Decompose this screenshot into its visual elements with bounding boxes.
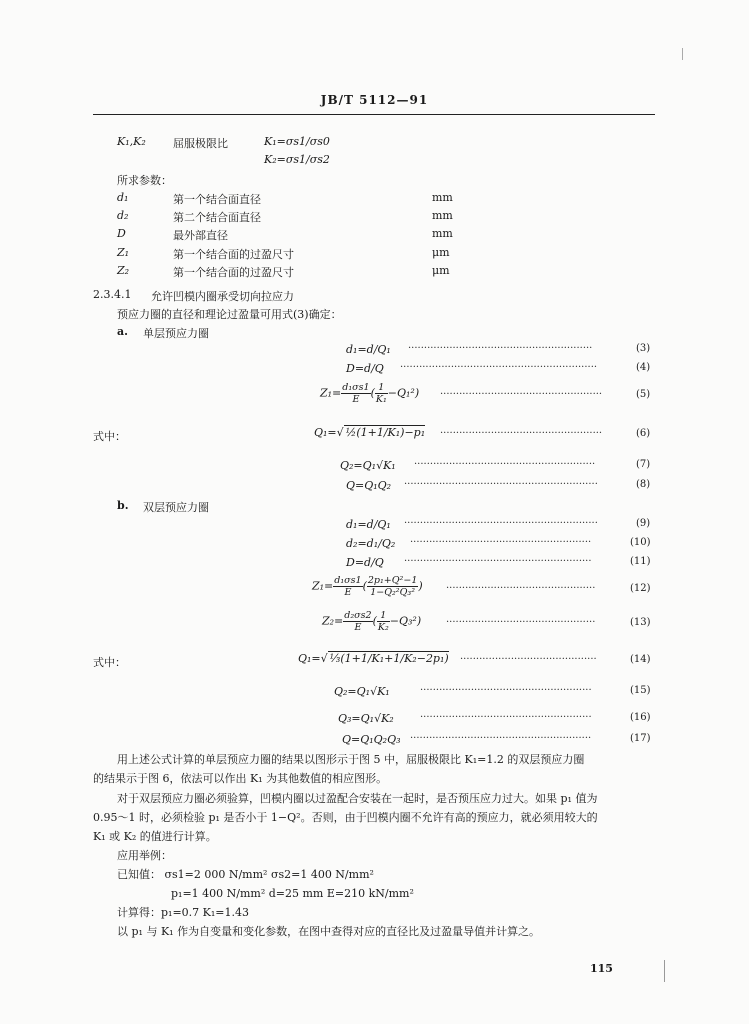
frac-numerator: d₂σs2 <box>344 610 372 621</box>
leader-dots: ························································· <box>414 459 596 470</box>
frac-numerator: d₁σs1 <box>342 382 370 393</box>
equation-z1-double <box>312 575 423 598</box>
leader-dots: ························································· <box>410 733 592 744</box>
eq-paren: ( <box>370 386 375 400</box>
leader-dots: ··········································· <box>460 654 597 665</box>
leader-dots: ··············································· <box>446 617 596 628</box>
equation-number: (5) <box>636 389 651 400</box>
equation: Q=Q₁Q₂Q₃ <box>342 733 401 746</box>
equation: Q₃=Q₁√K₂ <box>338 712 394 725</box>
header-rule <box>93 114 655 115</box>
equation: Q₂=Q₁√K₁ <box>334 685 390 698</box>
eq-lhs: Q₁= <box>298 652 321 665</box>
frac-numerator: 1 <box>375 382 388 394</box>
equation-number: (8) <box>636 479 651 490</box>
equation: Q=Q₁Q₂ <box>346 479 392 492</box>
ratio-formula-1: K₁=σs1/σs0 <box>264 135 330 148</box>
leader-dots: ··························································· <box>404 556 592 567</box>
eq-lhs: Z₁= <box>320 386 342 400</box>
frac-denominator: K₂ <box>377 622 389 633</box>
body-text: 以 p₁ 与 K₁ 作为自变量和变化参数，在图中查得对应的直径比及过盈量导值并计算之。 <box>117 925 541 938</box>
item-b-title: 双层预应力圈 <box>143 501 209 514</box>
page-number: 115 <box>590 962 613 975</box>
equation-number: (15) <box>630 685 651 696</box>
equation-number: (13) <box>630 617 651 628</box>
example-known: 已知值： σs1=2 000 N/mm² σs2=1 400 N/mm² <box>117 868 374 881</box>
leader-dots: ··············································· <box>446 583 596 594</box>
eq-lhs: Q₁= <box>314 426 337 439</box>
body-text: 0.95～1 时，必须检验 p₁ 是否小于 1−Q²。否则，由于凹模内圈不允许有高的预应力，就必须用较大的 <box>93 811 598 824</box>
leader-dots: ··················································· <box>440 428 603 439</box>
section-intro: 预应力圈的直径和理论过盈量可用式(3)确定： <box>117 308 342 321</box>
equation-q1-double: Q₁=√ ⅓(1+1/K₁+1/K₂−2p₁) <box>298 652 449 665</box>
equation-number: (12) <box>630 583 651 594</box>
body-text: K₁ 或 K₂ 的值进行计算。 <box>93 830 217 843</box>
item-a-title: 单层预应力圈 <box>143 327 209 340</box>
param-symbol: D <box>117 227 126 240</box>
equation-number: (16) <box>630 712 651 723</box>
eq-lhs: Z₂= <box>322 614 344 628</box>
param-unit: mm <box>432 227 453 240</box>
margin-mark <box>682 48 683 60</box>
where-label-2: 式中： <box>93 656 126 669</box>
margin-line <box>664 960 665 982</box>
leader-dots: ····························································· <box>404 479 598 490</box>
eq-fraction <box>341 382 370 405</box>
body-text: 对于双层预应力圈必须验算，凹模内圈以过盈配合安装在一起时，是否预压应力过大。如果 p₁ 值为 <box>117 792 598 805</box>
frac-numerator: d₁σs1 <box>334 575 362 586</box>
equation-number: (9) <box>636 518 651 529</box>
eq-fraction <box>343 610 372 633</box>
body-text: 的结果示于图 6，依法可以作出 K₁ 为其他数值的相应图形。 <box>93 772 388 785</box>
leader-dots: ························································· <box>410 537 592 548</box>
eq-paren: ( <box>362 579 367 593</box>
eq-fraction <box>375 382 388 405</box>
equation-number: (4) <box>636 362 651 373</box>
equation: D=d/Q <box>346 556 384 569</box>
eq-fraction <box>333 575 362 598</box>
equation-number: (14) <box>630 654 651 665</box>
frac-denominator: K₁ <box>375 394 387 405</box>
equation-z1 <box>320 382 419 405</box>
page-header: JB/T 5112—91 <box>320 93 429 107</box>
frac-denominator: E <box>354 622 362 633</box>
equation: D=d/Q <box>346 362 384 375</box>
param-desc: 第二个结合面直径 <box>173 211 261 224</box>
leader-dots: ·························································· <box>408 343 593 354</box>
param-symbol: d₂ <box>117 209 129 222</box>
equation-number: (3) <box>636 343 651 354</box>
equation-number: (11) <box>630 556 651 567</box>
leader-dots: ······················································ <box>420 685 592 696</box>
param-desc: 第一个结合面的过盈尺寸 <box>173 248 294 261</box>
param-symbol: d₁ <box>117 191 129 204</box>
eq-lhs: Z₁= <box>312 579 334 593</box>
param-unit: mm <box>432 191 453 204</box>
ratio-label: 屈服极限比 <box>173 137 228 150</box>
frac-numerator: 2p₁+Q²−1 <box>367 575 418 586</box>
equation-z2-double <box>322 610 421 633</box>
param-unit: mm <box>432 209 453 222</box>
param-symbol: Z₁ <box>117 246 130 259</box>
example-result: 计算得：p₁=0.7 K₁=1.43 <box>117 906 249 919</box>
params-title: 所求参数： <box>117 174 172 187</box>
param-unit: μm <box>432 264 450 277</box>
leader-dots: ··················································· <box>440 389 603 400</box>
equation: d₂=d₁/Q₂ <box>346 537 396 550</box>
frac-denominator: 1−Q₂²Q₃² <box>370 587 416 598</box>
body-text: 用上述公式计算的单层预应力圈的结果以图形示于图 5 中，屈服极限比 K₁=1.2 的双层预应力圈 <box>117 753 585 766</box>
eq-paren: ( <box>372 614 377 628</box>
frac-numerator: 1 <box>377 610 390 622</box>
example-known-2: p₁=1 400 N/mm² d=25 mm E=210 kN/mm² <box>171 887 414 900</box>
equation-number: (10) <box>630 537 651 548</box>
ratio-symbol: K₁,K₂ <box>117 135 146 148</box>
equation-q1: Q₁=√ ½(1+1/K₁)−p₁ <box>314 426 426 439</box>
example-title: 应用举例： <box>117 849 172 862</box>
param-desc: 最外部直径 <box>173 229 228 242</box>
ratio-formula-2: K₂=σs1/σs2 <box>264 153 330 166</box>
where-label: 式中： <box>93 430 126 443</box>
leader-dots: ····························································· <box>404 518 598 529</box>
eq-fraction <box>377 610 390 633</box>
leader-dots: ······················································ <box>420 712 592 723</box>
eq-tail: −Q₁²) <box>387 386 420 400</box>
eq-fraction <box>367 575 419 598</box>
frac-denominator: E <box>352 394 360 405</box>
param-symbol: Z₂ <box>117 264 130 277</box>
equation: Q₂=Q₁√K₁ <box>340 459 396 472</box>
equation: d₁=d/Q₁ <box>346 343 391 356</box>
section-number: 2.3.4.1 <box>93 288 132 301</box>
param-unit: μm <box>432 246 450 259</box>
param-desc: 第一个结合面直径 <box>173 193 261 206</box>
item-a-marker: a. <box>117 325 128 338</box>
section-title: 允许凹模内圈承受切向拉应力 <box>151 290 294 303</box>
param-desc: 第一个结合面的过盈尺寸 <box>173 266 294 279</box>
item-b-marker: b. <box>117 499 129 512</box>
eq-radicand: ½(1+1/K₁)−p₁ <box>345 426 426 439</box>
eq-tail: ) <box>418 579 423 593</box>
equation-number: (6) <box>636 428 651 439</box>
leader-dots: ······························································ <box>400 362 598 373</box>
equation: d₁=d/Q₁ <box>346 518 391 531</box>
equation-number: (17) <box>630 733 651 744</box>
eq-radicand: ⅓(1+1/K₁+1/K₂−2p₁) <box>329 652 449 665</box>
eq-tail: −Q₃²) <box>389 614 422 628</box>
equation-number: (7) <box>636 459 651 470</box>
frac-denominator: E <box>344 587 352 598</box>
